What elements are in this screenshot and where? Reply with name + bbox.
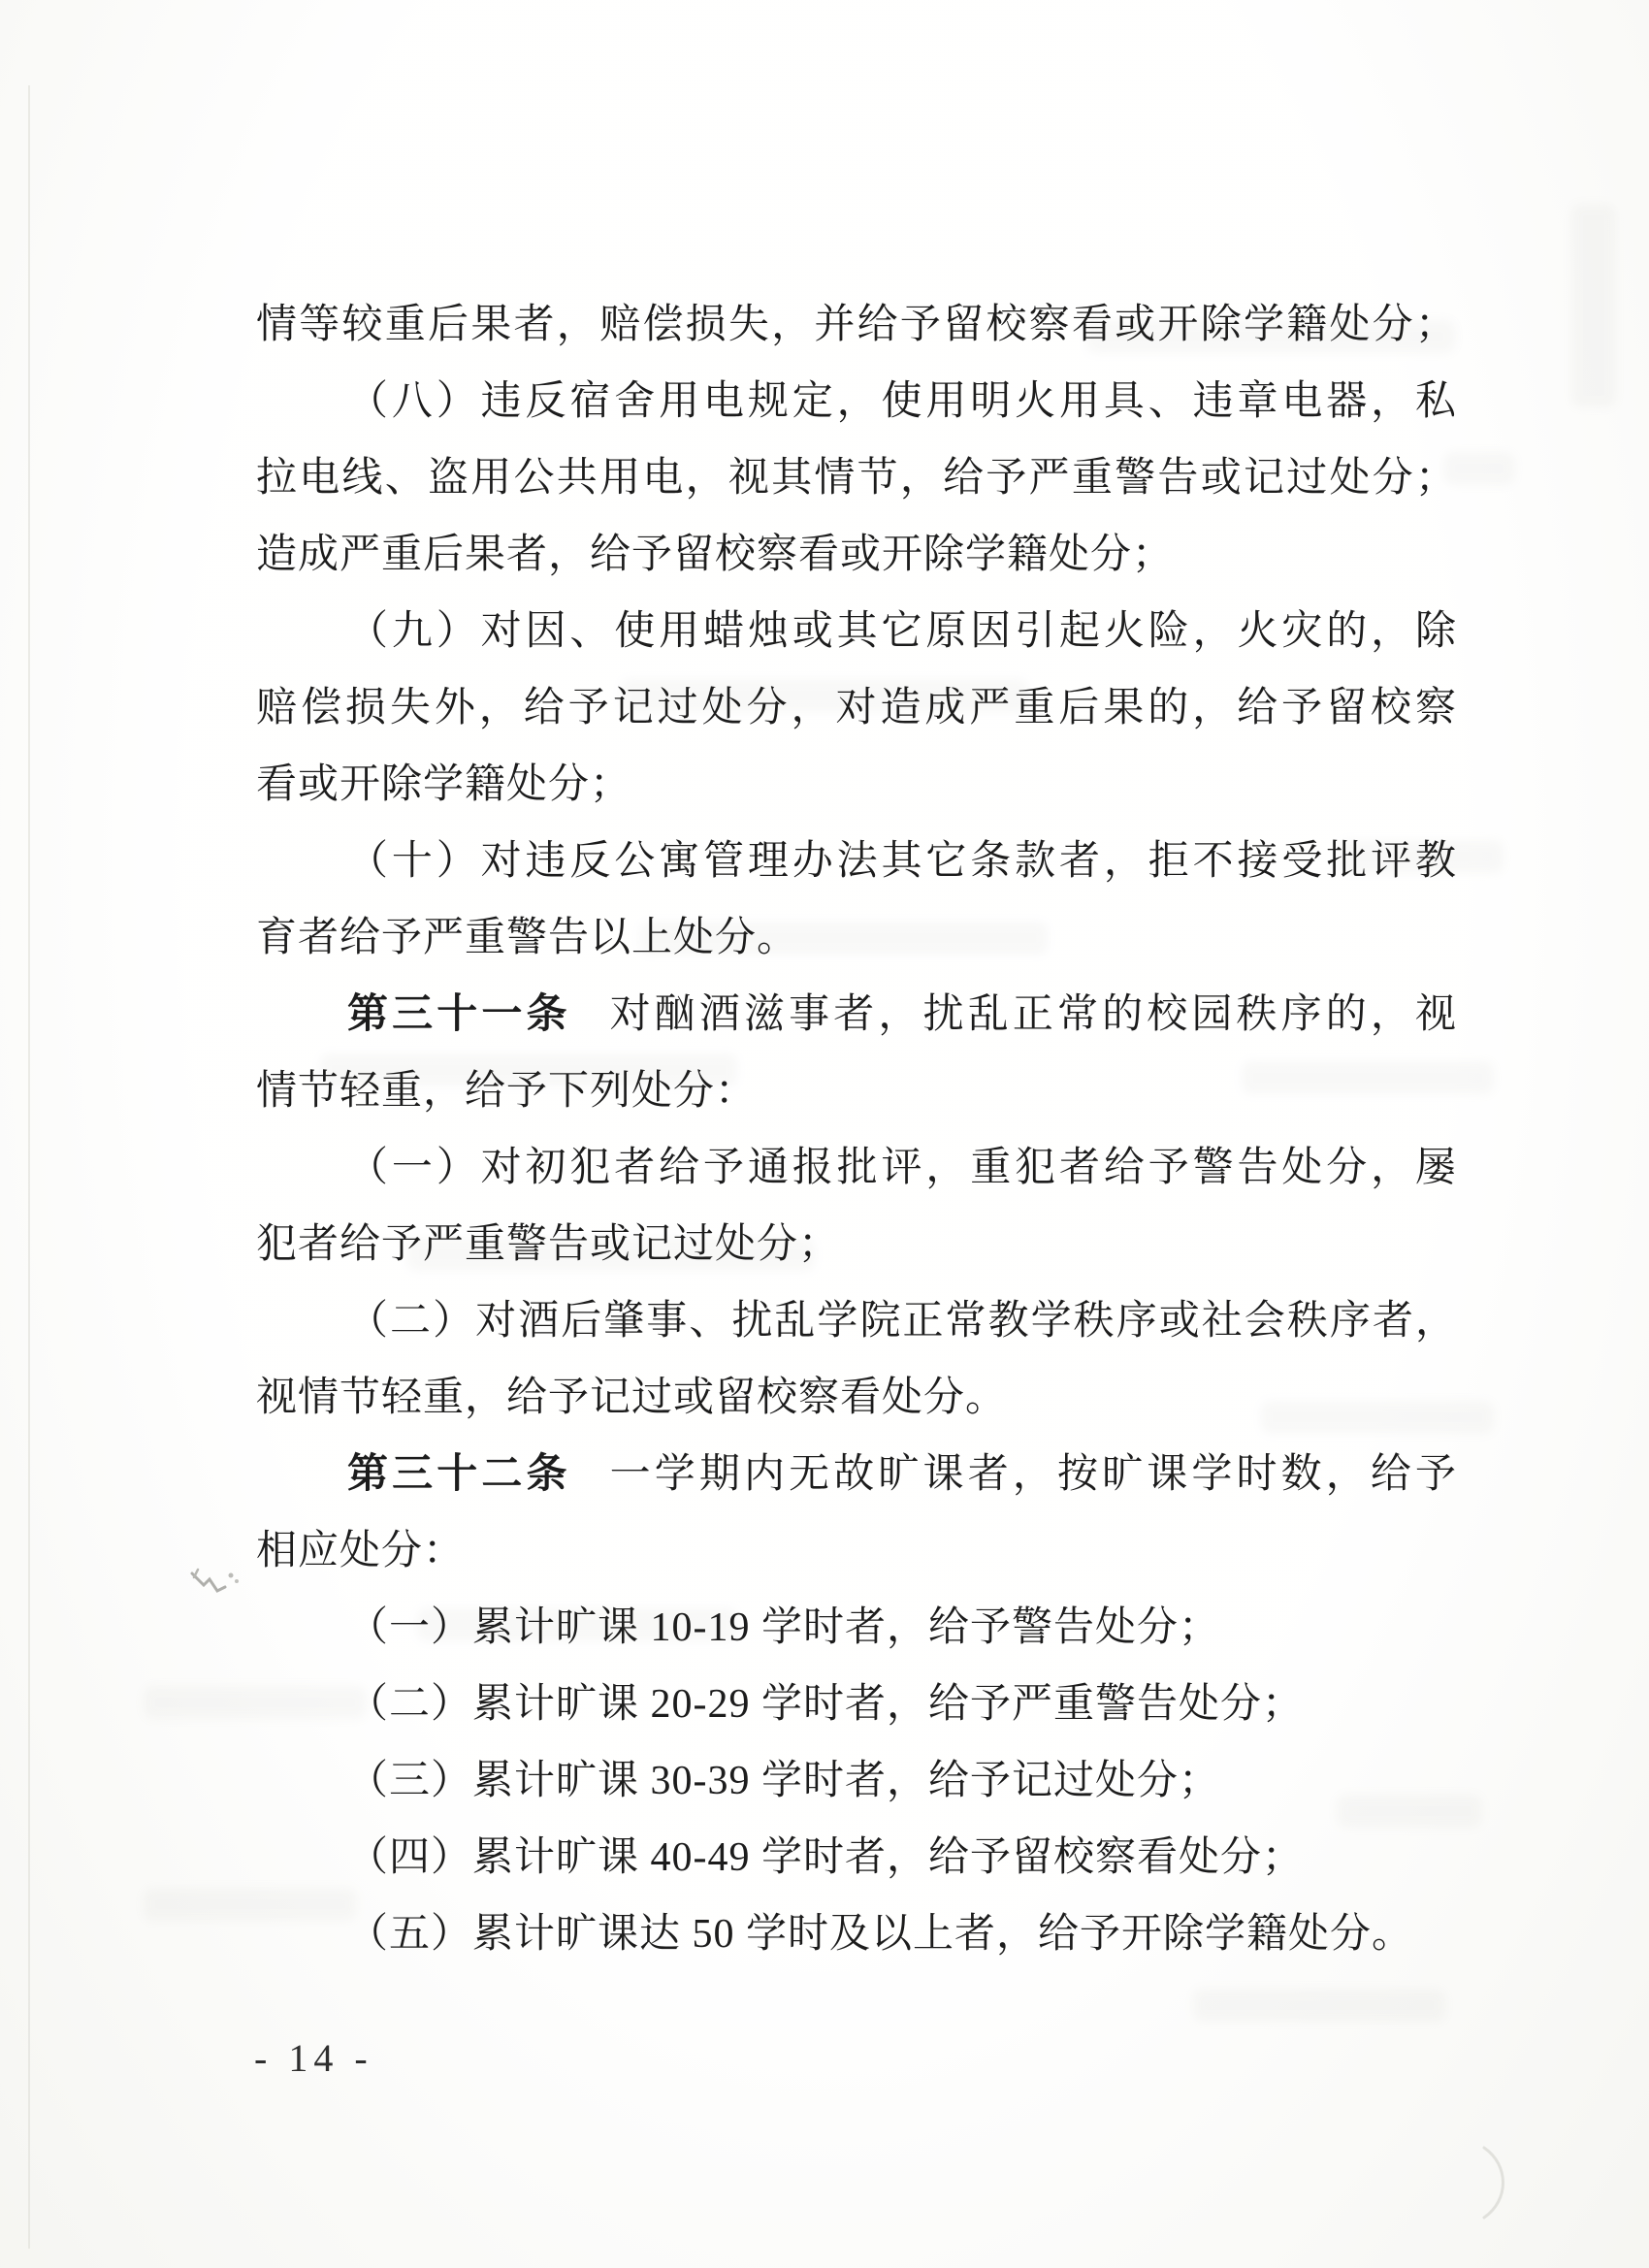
text-line: （三）累计旷课 30-39 学时者，给予记过处分； [347, 1759, 1220, 1803]
scan-smudge [1571, 204, 1616, 407]
text-line: 情等较重后果者，赔偿损失，并给予留校察看或开除学籍处分； [256, 303, 1457, 347]
text-line: （十）对违反公寓管理办法其它条款者，拒不接受批评教 [347, 839, 1457, 884]
text-line: （四）累计旷课 40-49 学时者，给予留校察看处分； [347, 1835, 1304, 1880]
scan-edge-line [28, 85, 30, 2249]
article-31-text: 对酗酒滋事者，扰乱正常的校园秩序的，视 [609, 992, 1457, 1037]
pencil-scribble-mark [188, 1562, 246, 1610]
text-line: （二）对酒后肇事、扰乱学院正常教学秩序或社会秩序者， [347, 1299, 1457, 1344]
text-line: 赔偿损失外，给予记过处分，对造成严重后果的，给予留校察 [256, 686, 1457, 730]
text-line: 拉电线、盗用公共用电，视其情节，给予严重警告或记过处分； [256, 456, 1457, 501]
text-line: （九）对因、使用蜡烛或其它原因引起火险，火灾的，除 [347, 609, 1457, 654]
text-line: 相应处分： [256, 1529, 466, 1573]
text-line: （五）累计旷课达 50 学时及以上者，给予开除学籍处分。 [347, 1912, 1414, 1957]
text-line: 犯者给予严重警告或记过处分； [256, 1222, 841, 1267]
text-line [256, 977, 1457, 1053]
document-text-block [256, 287, 1457, 1973]
text-line: 情节轻重，给予下列处分： [256, 1069, 758, 1114]
text-line: 育者给予严重警告以上处分。 [256, 916, 799, 960]
text-line: 视情节轻重，给予记过或留校察看处分。 [256, 1376, 1008, 1420]
text-line: （一）累计旷课 10-19 学时者，给予警告处分； [347, 1605, 1220, 1650]
text-line: 造成严重后果者，给予留校察看或开除学籍处分； [256, 533, 1175, 577]
article-32-heading: 第三十二条 [347, 1452, 571, 1497]
scan-corner-mark [1467, 2144, 1525, 2221]
article-32-text: 一学期内无故旷课者，按旷课学时数，给予 [609, 1452, 1457, 1497]
text-line: （二）累计旷课 20-29 学时者，给予严重警告处分； [347, 1682, 1304, 1727]
text-line [256, 1437, 1457, 1513]
text-line: 看或开除学籍处分； [256, 762, 632, 807]
page-number: - 14 - [254, 2036, 373, 2080]
text-line: （一）对初犯者给予通报批评，重犯者给予警告处分，屡 [347, 1146, 1457, 1190]
text-line: （八）违反宿舍用电规定，使用明火用具、违章电器，私 [347, 379, 1457, 424]
scan-smudge [1193, 1989, 1445, 2022]
article-31-heading: 第三十一条 [347, 992, 571, 1037]
